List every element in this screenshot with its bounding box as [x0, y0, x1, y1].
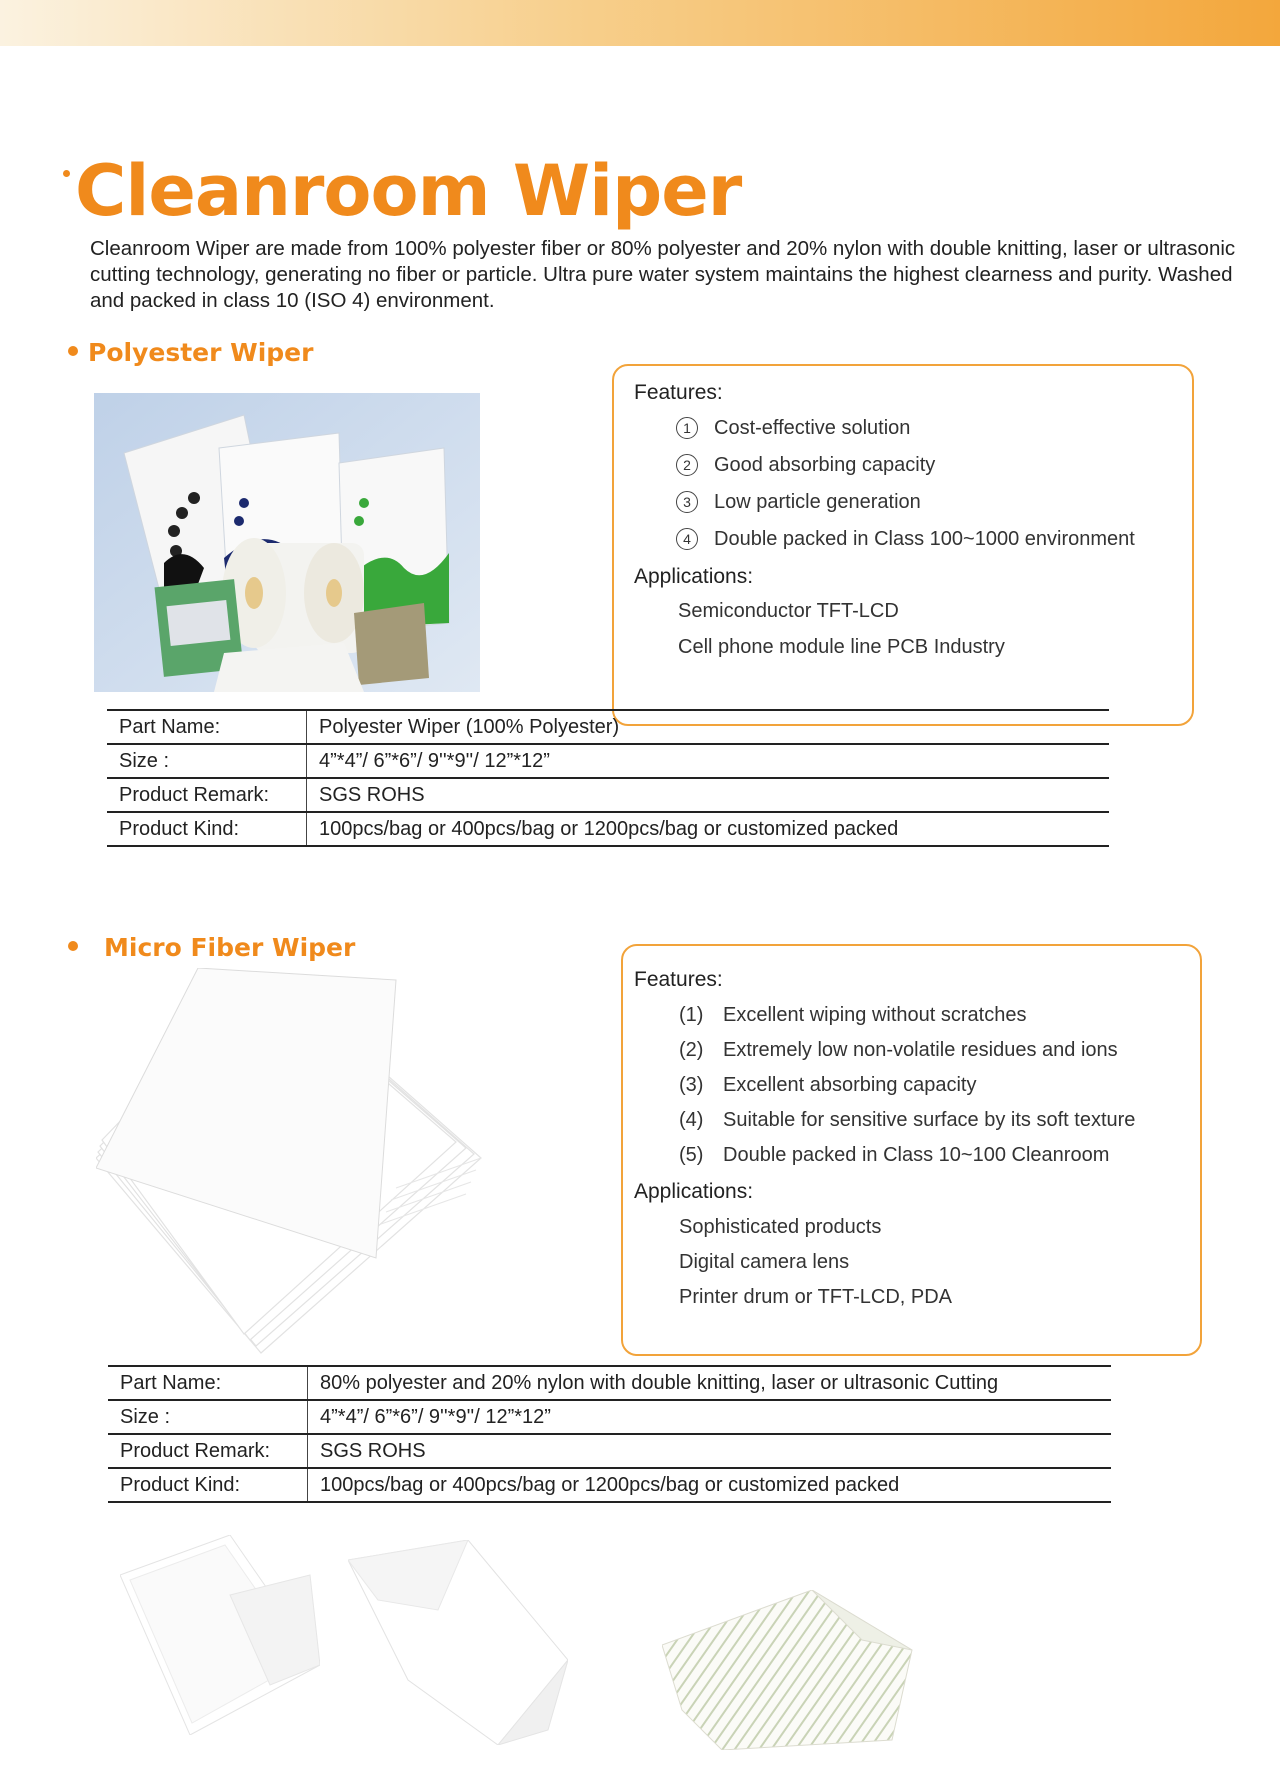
microfiber-features-label: Features: [634, 968, 723, 991]
top-gradient-bar [0, 0, 1280, 46]
table-row: Product Kind: 100pcs/bag or 400pcs/bag or 1200pcs/bag or customized packed [107, 812, 1109, 846]
circled-number: 3 [676, 491, 698, 513]
microfiber-application-item: Printer drum or TFT-LCD, PDA [679, 1286, 953, 1308]
page-title: Cleanroom Wiper [60, 150, 741, 232]
striped-wiper-photo [662, 1590, 922, 1750]
feature-number: (5) [679, 1144, 704, 1166]
polyester-feature-item: 3 Low particle generation [676, 491, 921, 514]
polyester-features-label: Features: [634, 381, 723, 404]
table-row: Product Kind: 100pcs/bag or 400pcs/bag or 1200pcs/bag or customized packed [108, 1468, 1111, 1502]
microfiber-spec-table [108, 1365, 1111, 1503]
microfiber-feature-item: (2) Extremely low non-volatile residues and ions [679, 1039, 1118, 1061]
polyester-heading: Polyester Wiper [68, 338, 313, 367]
microfiber-feature-item: (3) Excellent absorbing capacity [679, 1074, 977, 1096]
table-row: Product Remark: SGS ROHS [108, 1434, 1111, 1468]
polyester-feature-item: 2 Good absorbing capacity [676, 454, 935, 477]
bullet-icon [68, 941, 78, 951]
circled-number: 2 [676, 454, 698, 476]
polyester-applications-label: Applications: [634, 565, 754, 588]
wiper-sample-photo-2 [348, 1540, 568, 1745]
polyester-feature-item: 4 Double packed in Class 100~1000 environment [676, 528, 1135, 551]
microfiber-applications-label: Applications: [634, 1180, 754, 1203]
microfiber-feature-item: (4) Suitable for sensitive surface by its soft texture [679, 1109, 1136, 1131]
feature-number: (1) [679, 1004, 704, 1026]
feature-number: (4) [679, 1109, 704, 1131]
polyester-spec-table [107, 709, 1109, 847]
table-row: Part Name: Polyester Wiper (100% Polyester) [107, 710, 1109, 744]
table-row: Size : 4”*4”/ 6”*6”/ 9''*9''/ 12”*12” [108, 1400, 1111, 1434]
polyester-feature-item: 1 Cost-effective solution [676, 417, 910, 440]
microfiber-stack-photo [96, 968, 486, 1354]
title-dot [63, 170, 70, 177]
bullet-icon [68, 346, 78, 356]
wiper-sample-photo-1 [120, 1535, 320, 1735]
circled-number: 4 [676, 528, 698, 550]
microfiber-feature-item: (1) Excellent wiping without scratches [679, 1004, 1027, 1026]
polyester-product-photo [94, 393, 480, 692]
table-row: Part Name: 80% polyester and 20% nylon with double knitting, laser or ultrasonic Cutting [108, 1366, 1111, 1400]
table-row: Size : 4”*4”/ 6”*6”/ 9''*9''/ 12”*12” [107, 744, 1109, 778]
intro-paragraph: Cleanroom Wiper are made from 100% polyester fiber or 80% polyester and 20% nylon with double knitting, laser or ultrasonic cutting technology, generating no fiber or particle. Ultra pure water system maintains the highest clearness and purity. Washed and packed in class 10 (ISO 4) environment. [90, 237, 1236, 312]
microfiber-application-item: Digital camera lens [679, 1251, 850, 1273]
circled-number: 1 [676, 417, 698, 439]
polyester-application-item: Cell phone module line PCB Industry [678, 636, 1005, 658]
microfiber-heading: Micro Fiber Wiper [68, 933, 355, 962]
microfiber-application-item: Sophisticated products [679, 1216, 882, 1238]
feature-number: (3) [679, 1074, 704, 1096]
table-row: Product Remark: SGS ROHS [107, 778, 1109, 812]
feature-number: (2) [679, 1039, 704, 1061]
microfiber-feature-item: (5) Double packed in Class 10~100 Cleanroom [679, 1144, 1110, 1166]
polyester-application-item: Semiconductor TFT-LCD [678, 600, 899, 622]
